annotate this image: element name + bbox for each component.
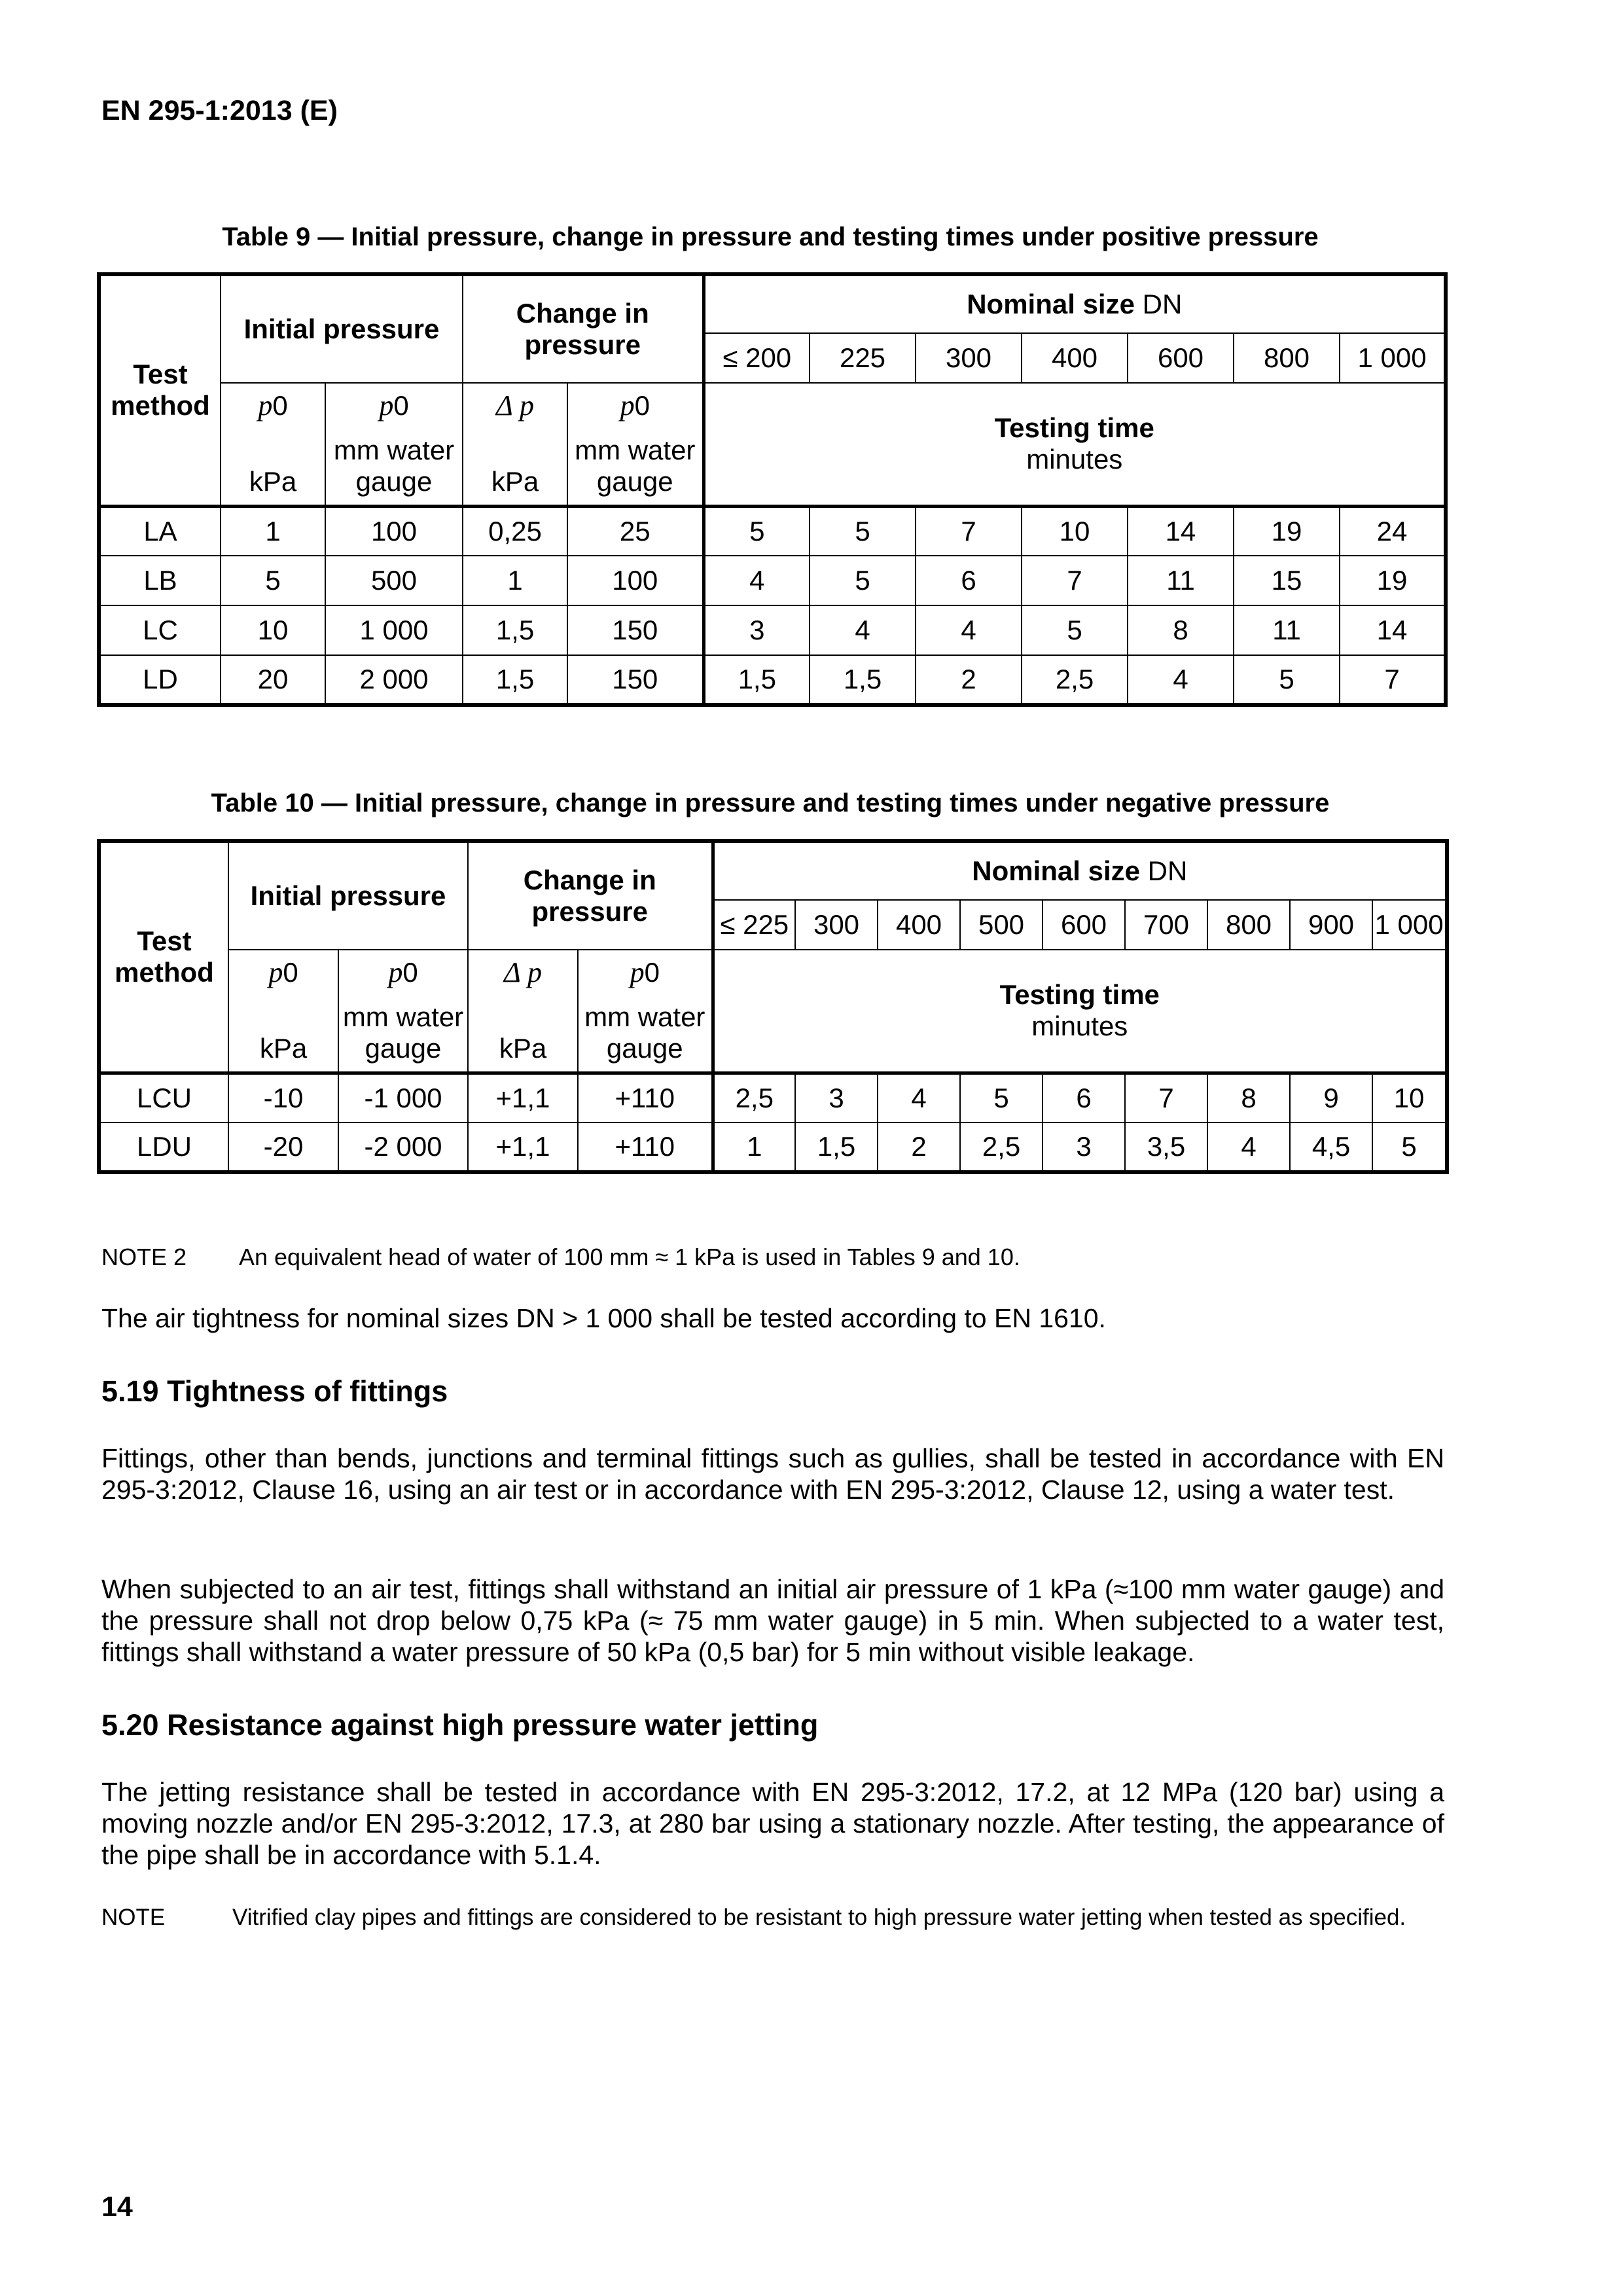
table-cell: 5 [1022,605,1128,655]
p0-kpa-header: p0 kPa [221,383,325,506]
table-cell: 5 [960,1073,1043,1122]
test-method-cell: LA [99,506,221,556]
table-cell: 1,5 [795,1122,878,1172]
table9 [97,272,1448,707]
test-method-cell: LDU [99,1122,228,1172]
size-cell: 800 [1207,900,1290,950]
size-cell: 300 [795,900,878,950]
table-cell: -20 [228,1122,338,1172]
table-cell: 1,5 [704,655,810,705]
table-cell: 5 [221,556,325,605]
table-cell: 4 [1207,1122,1290,1172]
section-heading-5-20: 5.20 Resistance against high pressure water jetting [101,1708,819,1742]
size-cell: 900 [1290,900,1372,950]
p0-mm-header: p0 mm water gauge [338,950,468,1073]
note-5-20 [101,1903,1444,1932]
size-cell: 1 000 [1372,900,1447,950]
table10 [97,839,1449,1174]
table-cell: 11 [1128,556,1234,605]
test-method-header: Test method [99,841,228,1073]
table-cell: 7 [1022,556,1128,605]
table-row [99,605,1446,655]
table-cell: 2,5 [960,1122,1043,1172]
size-cell: 600 [1043,900,1125,950]
page-number: 14 [101,2191,133,2223]
p0-mm-header: p0 mm water gauge [325,383,463,506]
note-text: An equivalent head of water of 100 mm ≈ 1 kPa is used in Tables 9 and 10. [239,1244,1020,1270]
table-cell: 7 [916,506,1022,556]
size-cell: 800 [1234,333,1340,383]
nominal-size-header: Nominal size DN [704,274,1446,333]
table-cell: 1 [713,1122,795,1172]
table-cell: 8 [1207,1073,1290,1122]
table-cell: 7 [1125,1073,1207,1122]
table-cell: 4,5 [1290,1122,1372,1172]
table-cell: +1,1 [468,1073,578,1122]
paragraph-air-tightness: The air tightness for nominal sizes DN > 1 000 shall be tested according to EN 1610. [101,1303,1106,1333]
size-cell: 1 000 [1340,333,1446,383]
size-cell: 400 [1022,333,1128,383]
change-in-pressure-header: Change in pressure [463,274,704,383]
table-cell: 4 [810,605,916,655]
table-cell: 3 [704,605,810,655]
paragraph-5-20-1: The jetting resistance shall be tested in accordance with EN 295-3:2012, 17.2, at 12 MPa (120 bar) using a moving nozzle and/or EN 295-3:2012, 17.3, at 280 bar using a stationary nozzle. After testing, the appearance of the pipe shall be in accordance with 5.1.4. [101,1777,1444,1870]
table-cell: 25 [567,506,704,556]
table-cell: 4 [1128,655,1234,705]
table-row [99,1122,1447,1172]
table-cell: 4 [878,1073,960,1122]
test-method-header: Test method [99,274,221,506]
table-cell: +110 [578,1122,713,1172]
table-cell: +1,1 [468,1122,578,1172]
table-cell: 1 000 [325,605,463,655]
size-cell: 600 [1128,333,1234,383]
size-cell: ≤ 200 [704,333,810,383]
table-cell: 2,5 [713,1073,795,1122]
table-cell: 5 [1234,655,1340,705]
table-cell: 150 [567,605,704,655]
test-method-cell: LCU [99,1073,228,1122]
table-row [99,1073,1447,1122]
table-cell: 11 [1234,605,1340,655]
size-cell: 700 [1125,900,1207,950]
document-header: EN 295-1:2013 (E) [101,95,338,126]
note-label: NOTE 2 [101,1244,187,1270]
table-row [99,556,1446,605]
table-cell: 5 [704,506,810,556]
testing-time-header: Testing time minutes [704,383,1446,506]
table-cell: 10 [221,605,325,655]
size-cell: ≤ 225 [713,900,795,950]
table-cell: 500 [325,556,463,605]
table-cell: 24 [1340,506,1446,556]
paragraph-5-19-2: When subjected to an air test, fittings shall withstand an initial air pressure of 1 kPa (≈100 mm water gauge) and the pressure shall not drop below 0,75 kPa (≈ 75 mm water gauge) in 5 min. When subjected to a water test, fittings shall withstand a water pressure of 50 kPa (0,5 bar) for 5 min without visible leakage. [101,1574,1444,1667]
table-cell: 20 [221,655,325,705]
table-cell: 1,5 [463,655,567,705]
table-cell: 2 000 [325,655,463,705]
size-cell: 225 [810,333,916,383]
note-label: NOTE [101,1905,166,1930]
testing-time-header: Testing time minutes [713,950,1447,1073]
table-cell: 4 [916,605,1022,655]
table-cell: 5 [810,556,916,605]
table-cell: 3,5 [1125,1122,1207,1172]
table-cell: 2 [878,1122,960,1172]
change-in-pressure-header: Change in pressure [468,841,713,950]
size-cell: 400 [878,900,960,950]
test-method-cell: LC [99,605,221,655]
table-cell: -10 [228,1073,338,1122]
table-row [99,506,1446,556]
table-cell: 6 [1043,1073,1125,1122]
table-cell: 6 [916,556,1022,605]
table-cell: 1,5 [810,655,916,705]
initial-pressure-header: Initial pressure [228,841,468,950]
p0-kpa-header: p0 kPa [228,950,338,1073]
table-cell: 14 [1128,506,1234,556]
paragraph-5-19-1: Fittings, other than bends, junctions and terminal fittings such as gullies, shall be tested in accordance with EN 295-3:2012, Clause 16, using an air test or in accordance with EN 295-3:2012, Clause 12, using a water test. [101,1443,1444,1505]
p0-mm-header: p0 mm water gauge [567,383,704,506]
note-text: Vitrified clay pipes and fittings are considered to be resistant to high pressure water jetting when tested as specified. [232,1905,1406,1930]
size-cell: 500 [960,900,1043,950]
table-cell: 8 [1128,605,1234,655]
table-cell: 10 [1372,1073,1447,1122]
table-cell: 15 [1234,556,1340,605]
nominal-size-header: Nominal size DN [713,841,1447,900]
table-cell: 3 [795,1073,878,1122]
table-cell: 0,25 [463,506,567,556]
table-cell: -2 000 [338,1122,468,1172]
table-cell: 19 [1234,506,1340,556]
table-cell: 100 [567,556,704,605]
table-cell: -1 000 [338,1073,468,1122]
table-cell: 5 [1372,1122,1447,1172]
table-cell: 150 [567,655,704,705]
table-cell: 14 [1340,605,1446,655]
test-method-cell: LB [99,556,221,605]
table-cell: 1 [221,506,325,556]
p0-mm-header: p0 mm water gauge [578,950,713,1073]
table-cell: 9 [1290,1073,1372,1122]
table-cell: 2,5 [1022,655,1128,705]
table-cell: 10 [1022,506,1128,556]
section-heading-5-19: 5.19 Tightness of fittings [101,1374,448,1408]
table-row [99,655,1446,705]
dp-kpa-header: Δ p kPa [463,383,567,506]
table-cell: 100 [325,506,463,556]
table-cell: 1 [463,556,567,605]
table-cell: 2 [916,655,1022,705]
table-cell: 3 [1043,1122,1125,1172]
table-cell: 19 [1340,556,1446,605]
note-2 [101,1244,1020,1271]
size-cell: 300 [916,333,1022,383]
initial-pressure-header: Initial pressure [221,274,463,383]
test-method-cell: LD [99,655,221,705]
table-cell: 1,5 [463,605,567,655]
table-cell: 4 [704,556,810,605]
table-cell: 7 [1340,655,1446,705]
dp-kpa-header: Δ p kPa [468,950,578,1073]
table-cell: +110 [578,1073,713,1122]
table-cell: 5 [810,506,916,556]
table10-caption: Table 10 — Initial pressure, change in pressure and testing times under negative pressure [211,789,1330,817]
table9-caption: Table 9 — Initial pressure, change in pressure and testing times under positive pressure [222,223,1319,251]
